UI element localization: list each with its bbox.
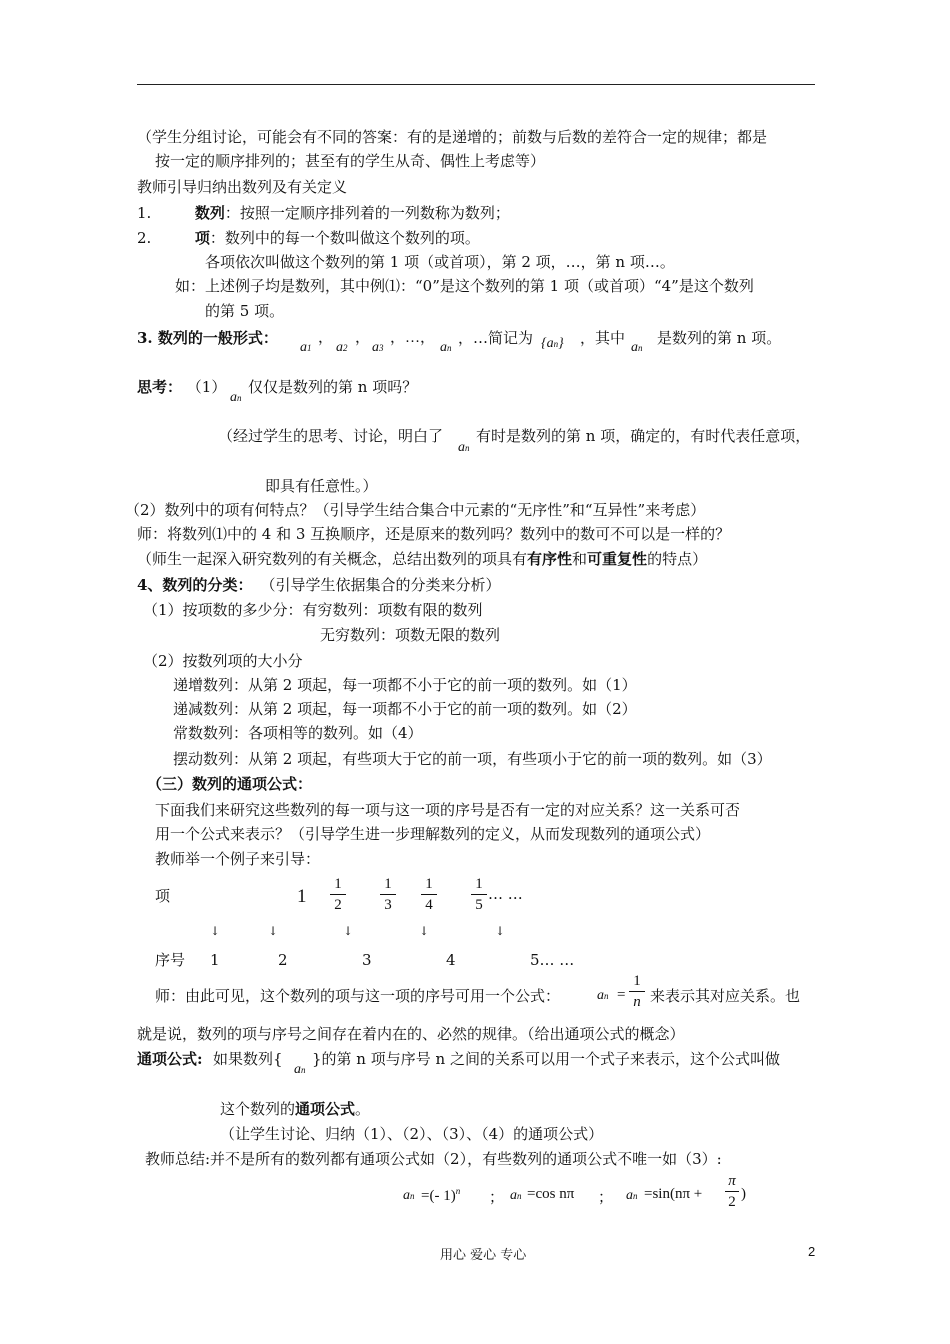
table-item-label: 项 xyxy=(155,887,171,905)
think-q1-text: 仅仅是数列的第 n 项吗？ xyxy=(248,378,418,396)
classification-heading xyxy=(137,575,500,595)
def1-text: ：按照一定顺序排列着的一列数称为数列； xyxy=(224,204,510,222)
page-footer: 用心 爱心 专心 xyxy=(440,1248,527,1263)
header-rule xyxy=(137,84,815,85)
arrow-down-icon: ↓ xyxy=(268,924,279,938)
def2-term: 项 xyxy=(194,229,210,247)
symbol-an-set: {an} xyxy=(541,336,564,351)
classification-text: （引导学生依据集合的分类来分析） xyxy=(260,576,501,594)
paragraph-intro: 教师引导归纳出数列及有关定义 xyxy=(137,178,348,196)
formula-1-an: an xyxy=(403,1188,415,1203)
definition-2-sub: 各项依次叫做这个数列的第 1 项（或首项），第 2 项，…，第 n 项…。 xyxy=(205,253,675,271)
table-terms-ellipsis: … … xyxy=(488,885,523,903)
symbol-an-2: an xyxy=(631,340,643,355)
think-q1-num: （1） xyxy=(186,378,227,396)
page-number: 2 xyxy=(808,1244,816,1259)
ellipsis: ，…， xyxy=(390,330,436,346)
definition-2-example: 如：上述例子均是数列，其中例⑴：“0”是这个数列的第 1 项（或首项）“4”是这个数列 xyxy=(175,277,754,295)
classification-label: 4、数列的分类： xyxy=(137,576,253,594)
arrow-down-icon: ↓ xyxy=(210,924,221,938)
symbol-a1: a1 xyxy=(300,340,312,355)
section-3-p1: 下面我们来研究这些数列的每一项与这一项的序号是否有一定的对应关系？这一关系可否 xyxy=(155,801,741,819)
think-line xyxy=(137,377,226,397)
formula-fraction: 1 n xyxy=(629,972,645,1011)
paragraph-discussion-cont: 按一定的顺序排列的；甚至有的学生从奇、偶性上考虑等） xyxy=(155,152,546,170)
term-ordered: 有序性 xyxy=(527,550,573,568)
arrow-down-icon: ↓ xyxy=(419,924,430,938)
definition-2 xyxy=(137,228,480,248)
section-3-p3: 教师举一个例子来引导： xyxy=(155,850,321,868)
definition-3-mid: ，…简记为 xyxy=(458,329,534,347)
paragraph-discussion: （学生分组讨论，可能会有不同的答案：有的是递增的；前数与后数的差符合一定的规律；都是 xyxy=(137,128,768,146)
def-text-2: }的第 n 项与序号 n 之间的关系可以用一个式子来表示，这个公式叫做 xyxy=(312,1050,780,1068)
think-q4 xyxy=(137,549,707,569)
def-text-1: 如果数列{ xyxy=(213,1050,283,1068)
table-term-4: 1 4 xyxy=(421,875,437,914)
table-term-3: 1 3 xyxy=(380,875,396,914)
def2-number: 2. xyxy=(137,229,152,247)
table-seq-5: 5… … xyxy=(530,951,575,969)
def-text-3-a: 这个数列的 xyxy=(220,1100,296,1118)
formula-3-fraction: π 2 xyxy=(725,1172,739,1211)
symbol-a2: a2 xyxy=(336,340,348,355)
definition-2-example-cont: 的第 5 项。 xyxy=(205,302,285,320)
section-3-p4-cont: 来表示其对应关系。也 xyxy=(650,987,801,1005)
classification-increasing: 递增数列：从第 2 项起，每一项都不小于它的前一项的数列。如（1） xyxy=(173,676,637,694)
arrow-down-icon: ↓ xyxy=(495,924,506,938)
definition-1 xyxy=(137,203,510,223)
section-3-p2: 用一个公式来表示？（引导学生进一步理解数列的定义，从而发现数列的通项公式） xyxy=(155,825,711,843)
term-repeatable: 可重复性 xyxy=(587,550,648,568)
formula-2: =cos nπ xyxy=(527,1186,575,1202)
formula-sep-1: ； xyxy=(489,1190,505,1206)
section-3-title: （三）数列的通项公式： xyxy=(147,775,313,793)
think-q2: （2）数列中的项有何特点？（引导学生结合集合中元素的“无序性”和“互异性”来考虑） xyxy=(125,501,706,519)
table-seq-1: 1 xyxy=(210,951,220,969)
formula-3: =sin(nπ + xyxy=(644,1186,703,1202)
think-q4-and: 和 xyxy=(572,550,588,568)
classification-1-infinite: 无穷数列：项数无限的数列 xyxy=(320,626,501,644)
formula-1: =(- 1)$^n$ xyxy=(421,1186,461,1204)
think-q4-a: （师生一起深入研究数列的有关概念，总结出数列的项具有 xyxy=(137,550,528,568)
def-term: 通项公式 xyxy=(295,1100,356,1118)
def-text-3 xyxy=(220,1099,370,1119)
definition-3-label: 3. 数列的一般形式： xyxy=(137,329,278,347)
classification-oscillating: 摆动数列：从第 2 项起，有些项大于它的前一项，有些项小于它的前一项的数列。如（3） xyxy=(173,750,772,768)
think-q4-end: 的特点） xyxy=(647,550,708,568)
classification-decreasing: 递减数列：从第 2 项起，每一项都不小于它的前一项的数列。如（2） xyxy=(173,700,637,718)
think-a1-cont: 有时是数列的第 n 项，确定的，有时代表任意项， xyxy=(476,427,811,445)
think-label: 思考： xyxy=(137,378,183,396)
section-3-p5: 就是说，数列的项与序号之间存在着内在的、必然的规律。（给出通项公式的概念） xyxy=(137,1025,685,1043)
def-end: 。 xyxy=(355,1100,371,1118)
think-q3: 师：将数列⑴中的 4 和 3 互换顺序，还是原来的数列吗？数列中的数可不可以是一样的？ xyxy=(137,525,731,543)
def-symbol-an: an xyxy=(294,1062,306,1077)
discussion-prompt: （让学生讨论、归纳（1）、（2）、（3）、（4）的通项公式） xyxy=(220,1125,604,1143)
classification-2: （2）按数列项的大小分 xyxy=(143,652,303,670)
symbol-a3: a3 xyxy=(372,340,384,355)
formula-3-close: ) xyxy=(741,1186,746,1202)
teacher-summary: 教师总结:并不是所有的数列都有通项公式如（2），有些数列的通项公式不唯一如（3）: xyxy=(145,1150,722,1168)
symbol-an-3: an xyxy=(230,390,242,405)
formula-3-an: an xyxy=(626,1188,638,1203)
table-term-1: 1 xyxy=(297,886,307,907)
table-seq-3: 3 xyxy=(362,951,372,969)
think-a1-end: 即具有任意性。） xyxy=(265,477,378,495)
def-label: 通项公式: xyxy=(137,1050,203,1068)
classification-constant: 常数数列：各项相等的数列。如（4） xyxy=(173,724,423,742)
table-term-2: 1 2 xyxy=(330,875,346,914)
definition-3-end: 是数列的第 n 项。 xyxy=(657,329,782,347)
table-seq-label: 序号 xyxy=(155,951,186,969)
formula-an: an xyxy=(597,988,609,1003)
table-term-5: 1 5 xyxy=(471,875,487,914)
def1-number: 1. xyxy=(137,204,152,222)
def1-term: 数列 xyxy=(194,204,225,222)
section-3-p4: 师：由此可见，这个数列的项与这一项的序号可用一个公式： xyxy=(155,987,561,1005)
formula-equals: = xyxy=(617,987,626,1003)
comma-2: ， xyxy=(355,330,371,346)
think-a1: （经过学生的思考、讨论，明白了 xyxy=(218,427,444,445)
formula-2-an: an xyxy=(510,1188,522,1203)
table-seq-2: 2 xyxy=(278,951,288,969)
symbol-an: an xyxy=(440,340,452,355)
formula-sep-2: ； xyxy=(598,1190,614,1206)
def2-text: ：数列中的每一个数叫做这个数列的项。 xyxy=(209,229,480,247)
arrow-down-icon: ↓ xyxy=(343,924,354,938)
definition-3-after: ，其中 xyxy=(580,329,626,347)
table-seq-4: 4 xyxy=(446,951,456,969)
comma-1: ， xyxy=(318,330,334,346)
symbol-an-4: an xyxy=(458,440,470,455)
classification-1: （1）按项数的多少分：有穷数列：项数有限的数列 xyxy=(143,601,483,619)
